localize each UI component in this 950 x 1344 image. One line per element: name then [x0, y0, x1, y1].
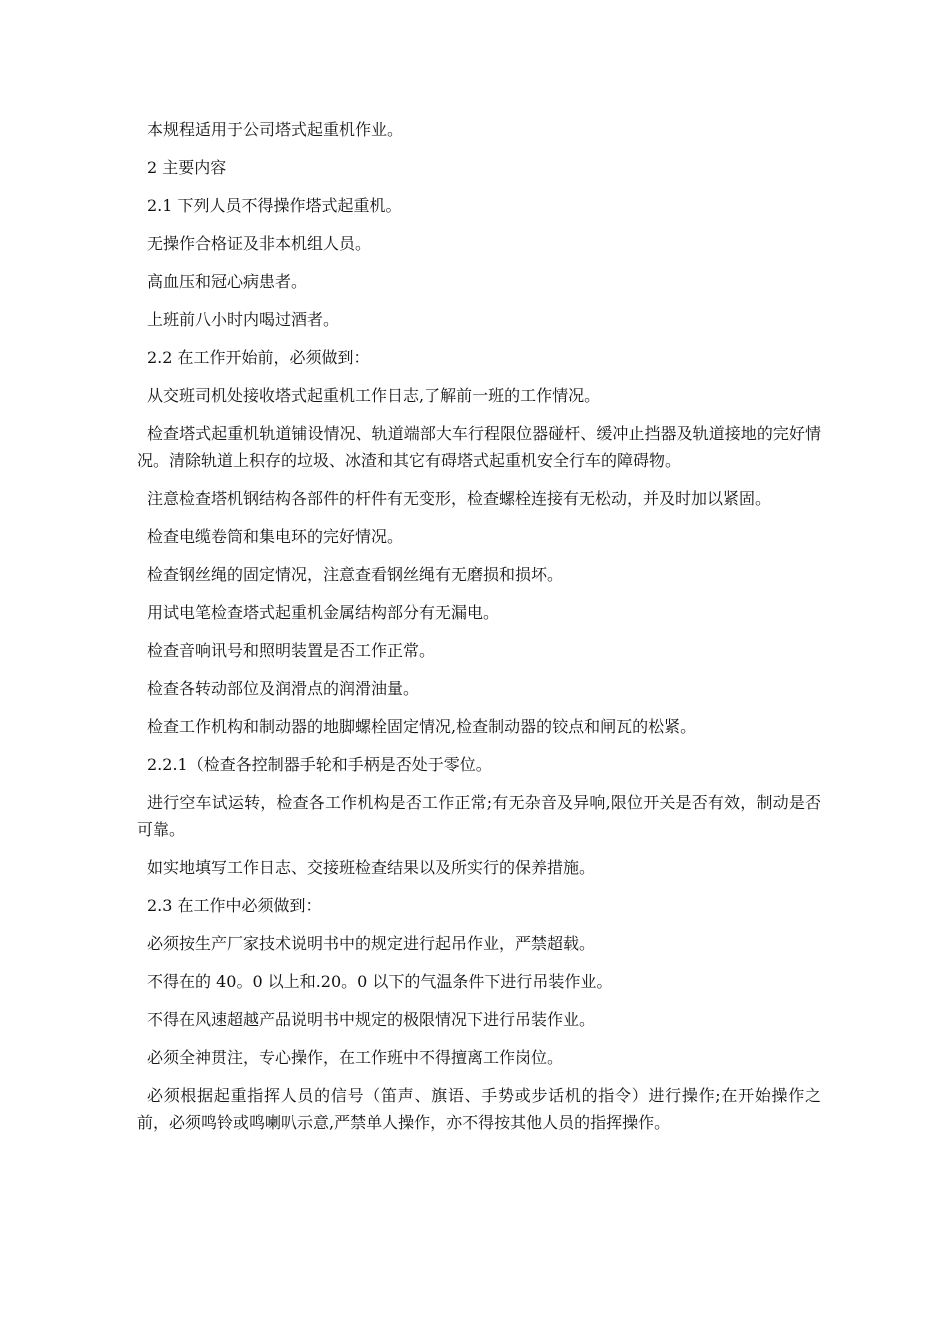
heading-2-2-1: 2.2.1（检查各控制器手轮和手柄是否处于零位。: [147, 755, 492, 774]
list-item: 必须根据起重指挥人员的信号（笛声、旗语、手势或步话机的指令）进行操作;在开始操作之前，必须鸣铃或鸣喇叭示意,严禁单人操作，亦不得按其他人员的指挥操作。: [137, 1086, 821, 1132]
list-item: 必须按生产厂家技术说明书中的规定进行起吊作业，严禁超载。: [147, 934, 596, 953]
paragraph-scope: 本规程适用于公司塔式起重机作业。: [147, 120, 404, 139]
list-item: 必须全神贯注，专心操作，在工作班中不得擅离工作岗位。: [147, 1048, 564, 1067]
list-item: 检查音响讯号和照明装置是否工作正常。: [147, 641, 436, 660]
list-item: 检查塔式起重机轨道铺设情况、轨道端部大车行程限位器碰杆、缓冲止挡器及轨道接地的完好情况。清除轨道上积存的垃圾、冰渣和其它有碍塔式起重机安全行车的障碍物。: [137, 424, 821, 470]
list-item: 上班前八小时内喝过酒者。: [147, 310, 340, 329]
list-item: 如实地填写工作日志、交接班检查结果以及所实行的保养措施。: [147, 858, 596, 877]
heading-2-3: 2.3 在工作中必须做到：: [147, 896, 322, 915]
list-item: 用试电笔检查塔式起重机金属结构部分有无漏电。: [147, 603, 500, 622]
heading-2-2: 2.2 在工作开始前，必须做到：: [147, 348, 370, 367]
list-item: 检查钢丝绳的固定情况，注意查看钢丝绳有无磨损和损坏。: [147, 565, 564, 584]
list-item: 从交班司机处接收塔式起重机工作日志,了解前一班的工作情况。: [147, 386, 601, 405]
heading-main-content: 2 主要内容: [147, 158, 227, 177]
list-item: 检查各转动部位及润滑点的润滑油量。: [147, 679, 420, 698]
heading-2-1: 2.1 下列人员不得操作塔式起重机。: [147, 196, 402, 215]
list-item: 不得在的 40。0 以上和.20。0 以下的气温条件下进行吊装作业。: [147, 972, 613, 991]
list-item: 高血压和冠心病患者。: [147, 272, 308, 291]
list-item: 进行空车试运转，检查各工作机构是否工作正常;有无杂音及异响,限位开关是否有效，制动是否可靠。: [137, 793, 821, 839]
list-item: 检查工作机构和制动器的地脚螺栓固定情况,检查制动器的铰点和闸瓦的松紧。: [147, 717, 697, 736]
list-item: 检查电缆卷筒和集电环的完好情况。: [147, 527, 404, 546]
document-body: [137, 116, 821, 1147]
list-item: 注意检查塔机钢结构各部件的杆件有无变形，检查螺栓连接有无松动，并及时加以紧固。: [147, 489, 772, 508]
list-item: 无操作合格证及非本机组人员。: [147, 234, 372, 253]
list-item: 不得在风速超越产品说明书中规定的极限情况下进行吊装作业。: [147, 1010, 596, 1029]
